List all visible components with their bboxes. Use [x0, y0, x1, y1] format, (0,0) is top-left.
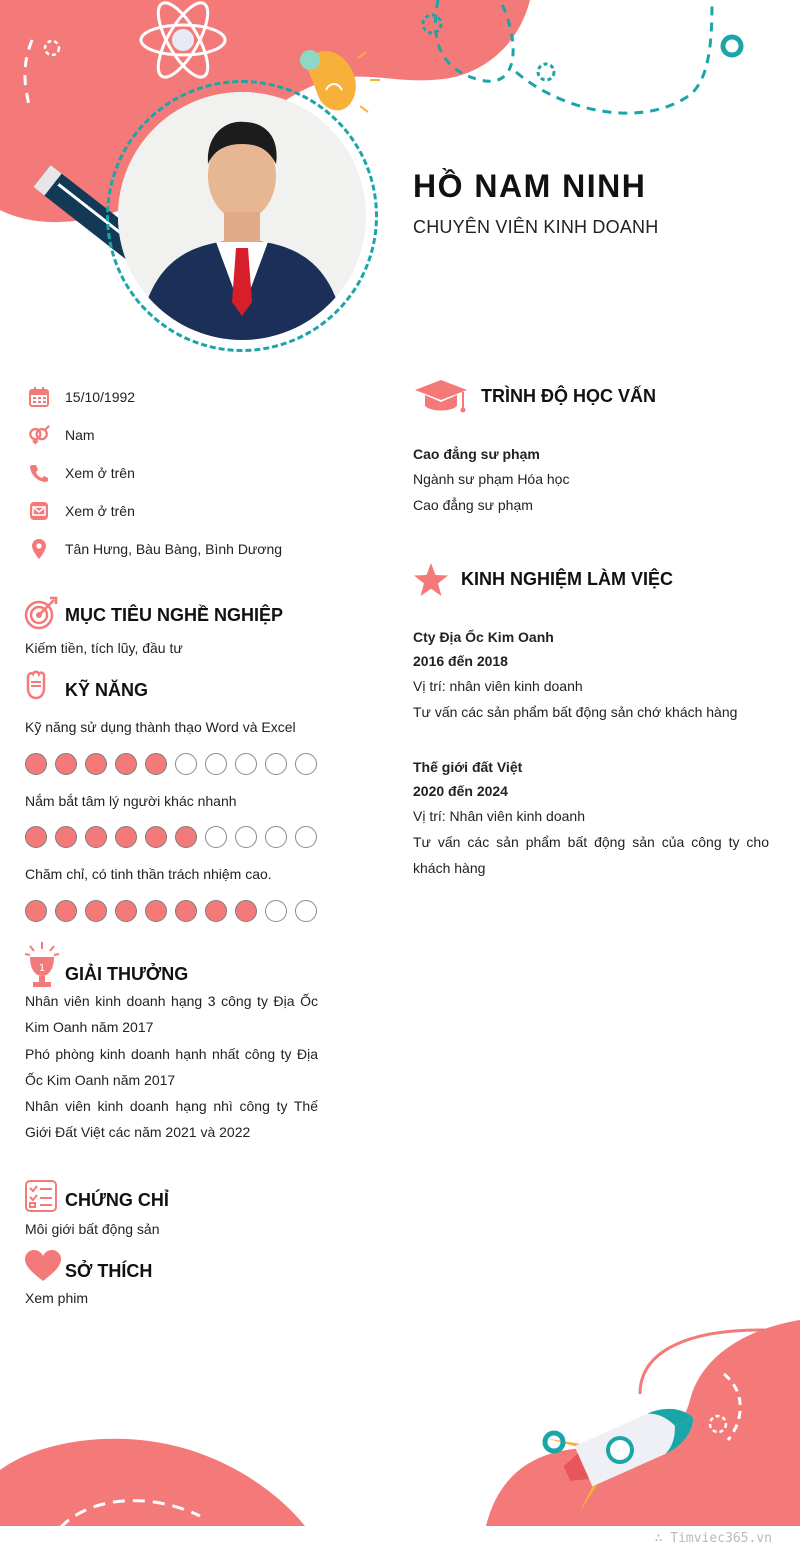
- skill-dot-filled: [25, 826, 47, 848]
- job-period: 2016 đến 2018: [413, 653, 508, 669]
- skill-dot-filled: [55, 753, 77, 775]
- skill-dot-filled: [55, 826, 77, 848]
- skill-rating: [25, 753, 317, 775]
- avatar-frame: [106, 80, 378, 352]
- skill-dot-empty: [265, 826, 287, 848]
- skill-dot-filled: [235, 900, 257, 922]
- hobbies-title: SỞ THÍCH: [65, 1261, 153, 1281]
- certificates-title: CHỨNG CHỈ: [65, 1190, 169, 1210]
- checklist-icon: [25, 1180, 57, 1217]
- skill-dot-filled: [85, 826, 107, 848]
- skill-dot-filled: [115, 826, 137, 848]
- skill-dot-filled: [205, 900, 227, 922]
- skill-dot-empty: [205, 826, 227, 848]
- skill-rating: [25, 826, 317, 848]
- contact-phone: [28, 461, 135, 485]
- skill-dot-filled: [145, 900, 167, 922]
- skill-dot-filled: [145, 753, 167, 775]
- job-company: Thế giới đất Việt: [413, 759, 523, 775]
- contact-text: 15/10/1992: [65, 389, 136, 405]
- contact-address: [28, 537, 283, 561]
- skill-dot-empty: [175, 753, 197, 775]
- footer-decoration: [0, 1300, 800, 1552]
- skill-dot-empty: [235, 826, 257, 848]
- job-description: Tư vấn các sản phẩm bất động sản của công ty cho khách hàng: [413, 834, 769, 876]
- skill-name: Kỹ năng sử dụng thành thạo Word và Excel: [25, 719, 296, 735]
- heart-icon: [25, 1250, 61, 1287]
- education-major: Ngành sư phạm Hóa học: [413, 471, 570, 487]
- contact-text: Nam: [65, 427, 95, 443]
- job-position: Vị trí: Nhân viên kinh doanh: [413, 808, 585, 824]
- watermark: ∴ Timviec365.vn: [654, 1531, 772, 1546]
- education-level: Cao đẳng sư phạm: [413, 497, 533, 513]
- skill-dot-filled: [25, 900, 47, 922]
- skill-dot-empty: [295, 753, 317, 775]
- skill-rating: [25, 900, 317, 922]
- skill-dot-empty: [295, 900, 317, 922]
- phone-icon: [28, 462, 50, 484]
- avatar: [118, 92, 366, 340]
- job-period: 2020 đến 2024: [413, 783, 508, 799]
- education-school: Cao đẳng sư phạm: [413, 446, 540, 462]
- skills-title: KỸ NĂNG: [65, 680, 149, 700]
- portrait-photo: [118, 92, 366, 340]
- contact-email: [28, 499, 135, 523]
- skill-dot-filled: [115, 900, 137, 922]
- candidate-name: HỒ NAM NINH: [413, 168, 647, 204]
- skill-dot-empty: [265, 753, 287, 775]
- candidate-role: CHUYÊN VIÊN KINH DOANH: [413, 217, 659, 237]
- experience-title: KINH NGHIỆM LÀM VIỆC: [461, 569, 674, 589]
- hobby-text: Xem phim: [25, 1290, 89, 1306]
- skill-dot-filled: [175, 900, 197, 922]
- fist-icon: [25, 670, 47, 707]
- job-position: Vị trí: nhân viên kinh doanh: [413, 678, 583, 694]
- certificate-text: Môi giới bất động sản: [25, 1221, 160, 1237]
- objective-title: MỤC TIÊU NGHỀ NGHIỆP: [65, 605, 284, 625]
- contact-birthday: [28, 385, 136, 409]
- skill-dot-filled: [55, 900, 77, 922]
- education-title: TRÌNH ĐỘ HỌC VẤN: [481, 386, 656, 406]
- skill-dot-empty: [295, 826, 317, 848]
- email-icon: [28, 500, 50, 522]
- skill-dot-filled: [175, 826, 197, 848]
- contact-text: Tân Hưng, Bàu Bàng, Bình Dương: [65, 541, 283, 557]
- award-item: Nhân viên kinh doanh hạng nhì công ty Thế Giới Đất Việt các năm 2021 và 2022: [25, 1098, 318, 1140]
- awards-title: GIẢI THƯỞNG: [65, 964, 189, 984]
- objective-text: Kiếm tiền, tích lũy, đầu tư: [25, 640, 183, 656]
- gender-icon: [28, 424, 50, 446]
- calendar-icon: [28, 386, 50, 408]
- target-icon: [24, 596, 58, 635]
- star-icon: [413, 563, 449, 602]
- skill-dot-filled: [25, 753, 47, 775]
- skill-dot-filled: [115, 753, 137, 775]
- skill-dot-filled: [85, 900, 107, 922]
- skill-dot-empty: [235, 753, 257, 775]
- svg-text:1: 1: [38, 963, 46, 974]
- contact-gender: [28, 423, 95, 447]
- skill-dot-empty: [205, 753, 227, 775]
- award-item: Nhân viên kinh doanh hạng 3 công ty Địa Ốc Kim Oanh năm 2017: [25, 993, 318, 1035]
- contact-text: Xem ở trên: [65, 503, 135, 519]
- job-description: Tư vấn các sản phẩm bất động sản chớ khách hàng: [413, 704, 738, 720]
- graduation-cap-icon: [413, 380, 469, 421]
- skill-dot-empty: [265, 900, 287, 922]
- job-company: Cty Địa Ốc Kim Oanh: [413, 629, 554, 645]
- award-item: Phó phòng kinh doanh hạnh nhất công ty Địa Ốc Kim Oanh năm 2017: [25, 1046, 318, 1088]
- contact-text: Xem ở trên: [65, 465, 135, 481]
- skill-dot-filled: [85, 753, 107, 775]
- skill-name: Nắm bắt tâm lý người khác nhanh: [25, 793, 237, 809]
- skill-dot-filled: [145, 826, 167, 848]
- skill-name: Chăm chỉ, có tinh thần trách nhiệm cao.: [25, 866, 272, 882]
- location-icon: [28, 538, 50, 560]
